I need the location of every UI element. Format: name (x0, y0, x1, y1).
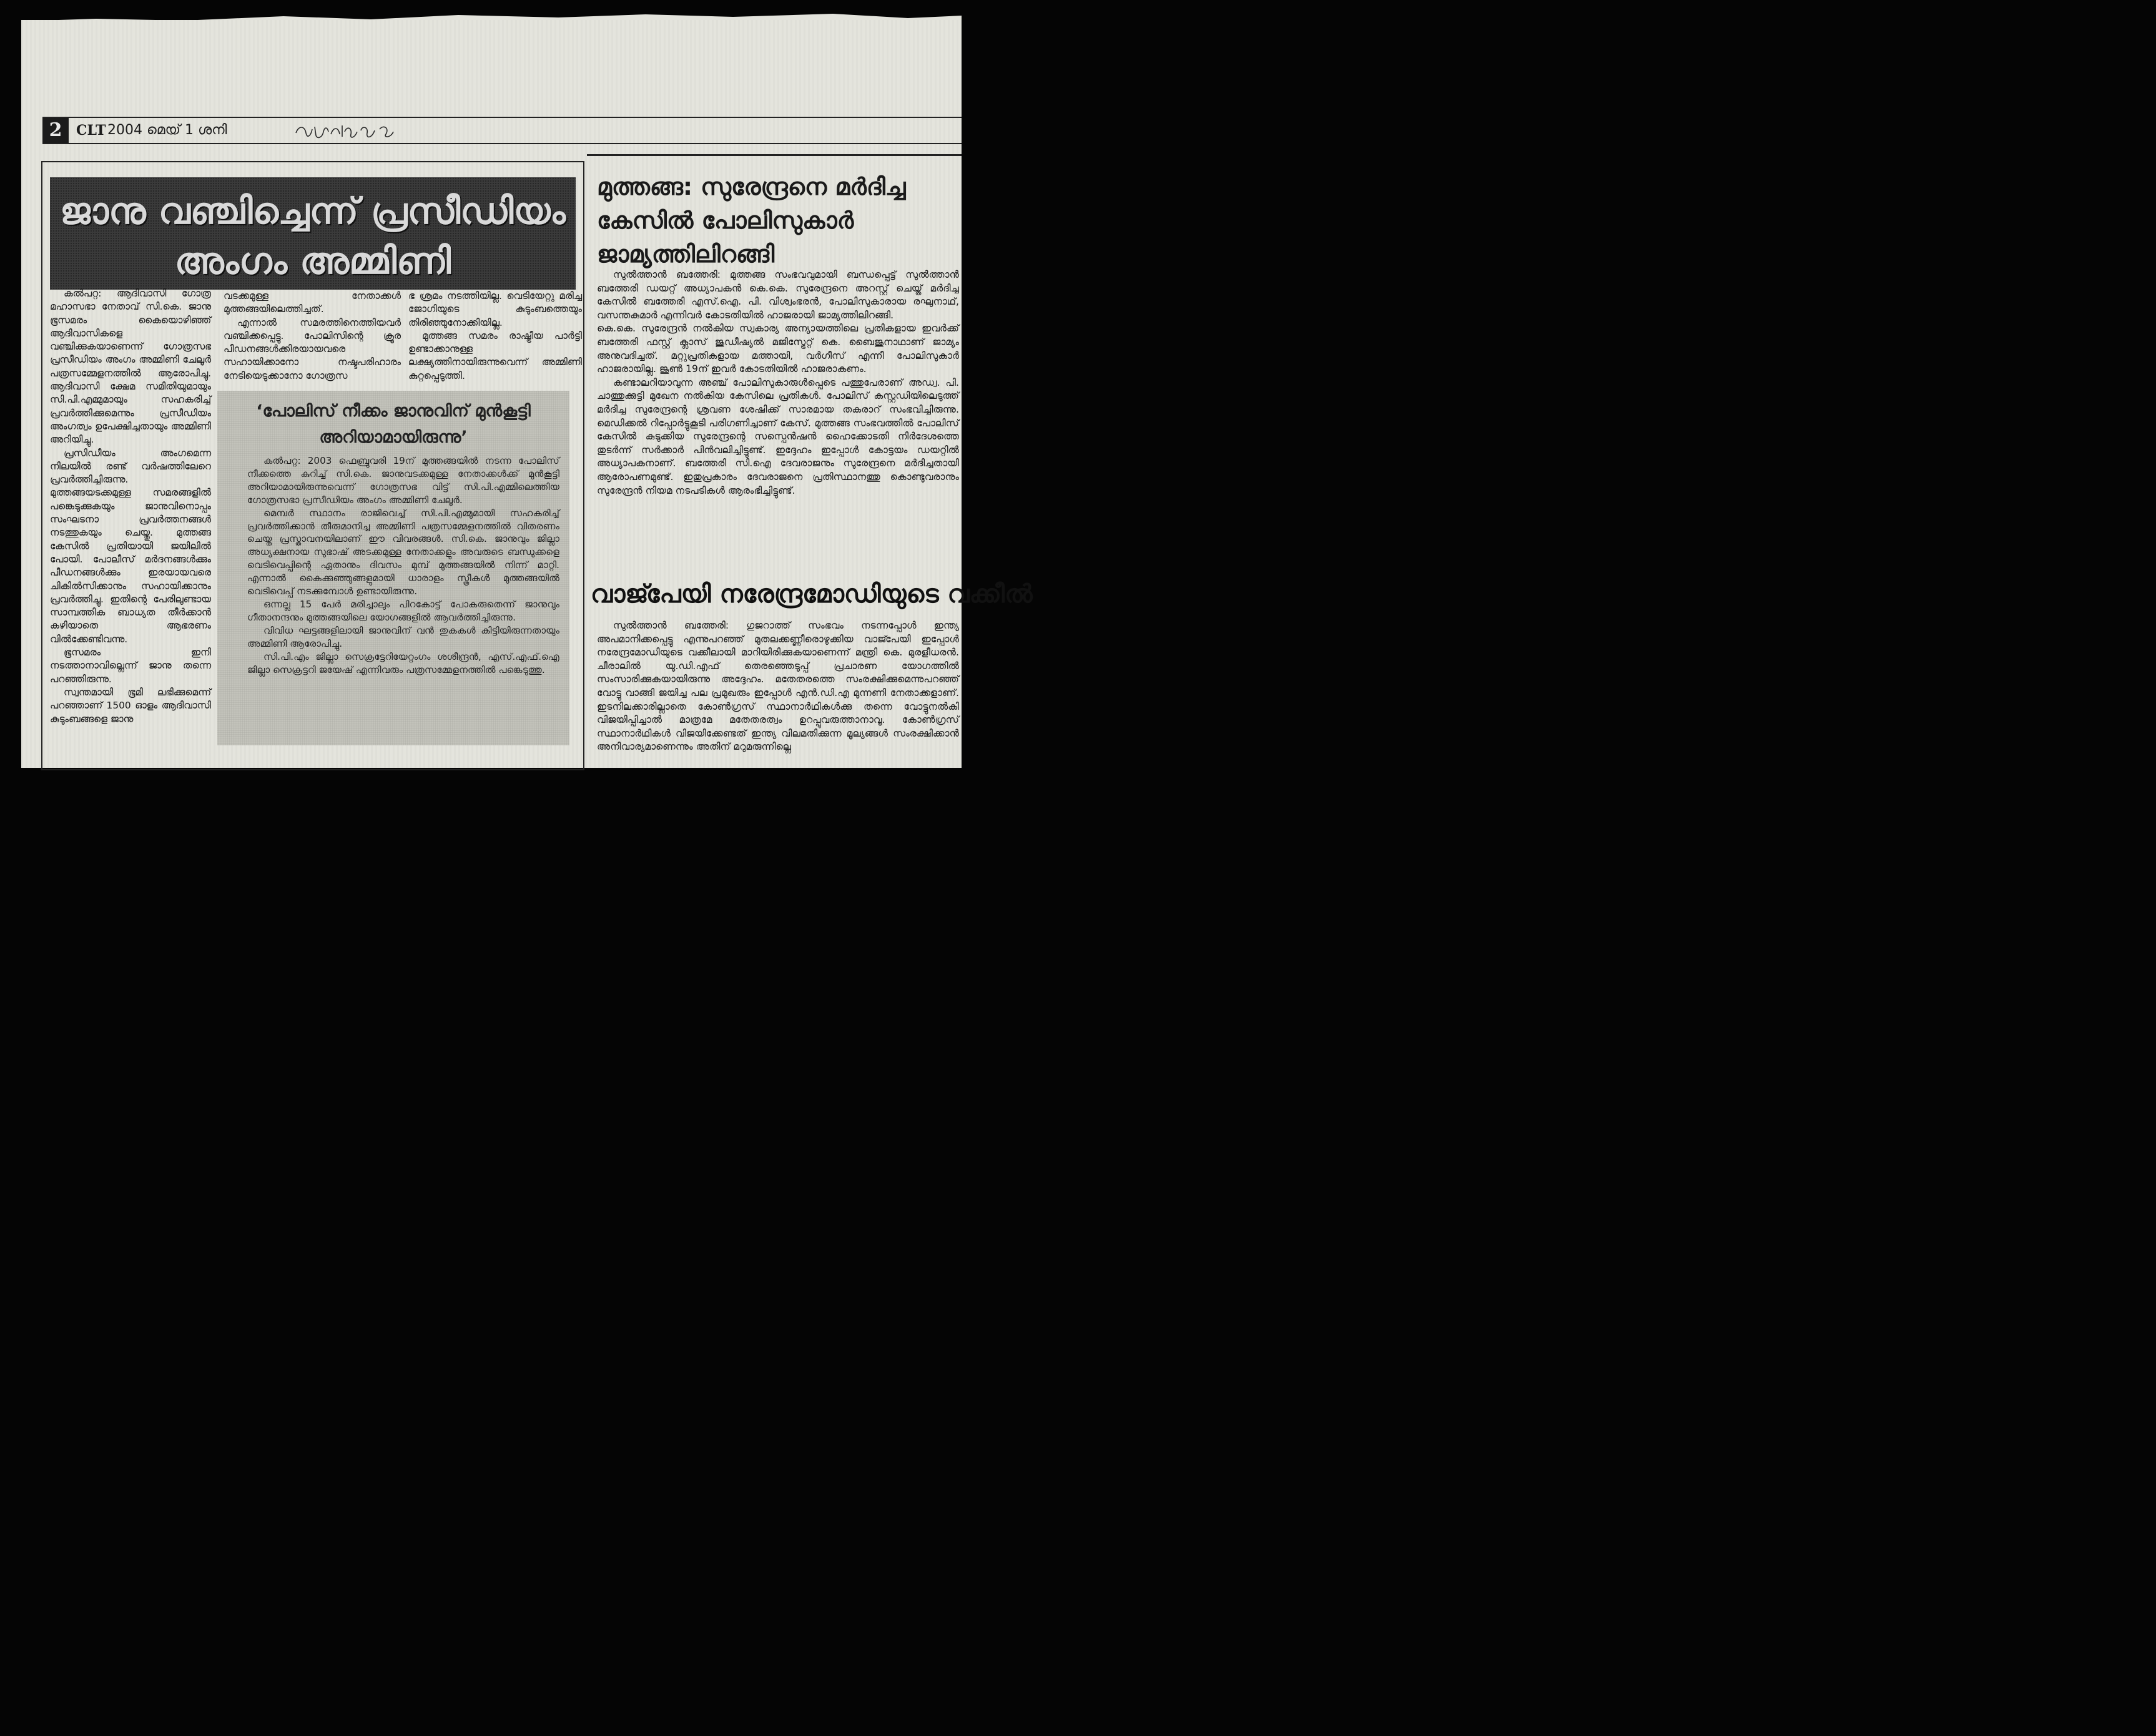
lead-paragraph: എന്നാൽ സമരത്തിനെത്തിയവർ വഞ്ചിക്കപ്പെട്ടു. പോലിസിന്റെ ക്രൂര പീഡനങ്ങൾക്കിരയായവരെ സഹായിക്കാനോ നഷ്ടപരിഹാരം നേടിയെടുക്കാനോ ഗോത്രസ (224, 316, 401, 381)
side-paragraph: വിവിധ ഘട്ടങ്ങളിലായി ജാനുവിന് വൻ തുകകൾ കിട്ടിയിരുന്നതായും അമ്മിണി ആരോപിച്ചു. (247, 624, 559, 649)
lead-column-3 (408, 290, 582, 383)
right-story-1-paragraph: കെ.കെ. സുരേന്ദ്രൻ നൽകിയ സ്വകാര്യ അന്യായത്തിലെ പ്രതികളായ ഇവർക്ക് ബത്തേരി ഫസ്റ്റ് ക്ലാസ് ജുഡീഷ്യൽ മജിസ്ട്രേറ്റ് കെ. ബൈജുനാഥാണ് ജാമ്യം അനുവദിച്ചത്. മറ്റുപ്രതികളായ മത്തായി, വർഗീസ് എന്നീ പോലിസുകാർ ഹാജരായില്ല. ജൂൺ 19ന് ഇവർ കോടതിയിൽ ഹാജരാകണം. (597, 323, 959, 375)
lead-paragraph: സ്വന്തമായി ഭൂമി ലഭിക്കുമെന്ന് പറഞ്ഞാണ് 1500 ഓളം ആദിവാസി കുടുംബങ്ങളെ ജാനു (50, 686, 211, 725)
lead-paragraph: വടക്കമുള്ള നേതാക്കൾ മുത്തങ്ങയിലെത്തിച്ചത്. (224, 290, 401, 315)
right-story-1-paragraph: സുൽത്താൻ ബത്തേരി: മുത്തങ്ങ സംഭവവുമായി ബന്ധപ്പെട്ട് സുൽത്താൻ ബത്തേരി ഡയറ്റ് അധ്യാപകൻ കെ.കെ. സുരേന്ദ്രനെ അറസ്റ്റ് ചെയ്ത് മർദിച്ച കേസിൽ ബത്തേരി എസ്.ഐ. പി. വിശ്വംഭരൻ, പോലിസുകാരായ രഘുനാഥ്, വസന്തകുമാർ എന്നിവർ കോടതിയിൽ ഹാജരായി ജാമ്യത്തിലിറങ്ങി. (597, 269, 959, 321)
lead-paragraph: മുത്തങ്ങ സമരം രാഷ്ട്രീയ പാർട്ടി ഉണ്ടാക്കാനുള്ള ലക്ഷ്യത്തിനായിരുന്നുവെന്ന് അമ്മിണി കുറ്റപ്പെടുത്തി. (408, 330, 582, 381)
masthead-strip (42, 117, 962, 144)
right-header-rule (587, 154, 962, 156)
side-paragraph: കൽപറ്റ: 2003 ഫെബ്രുവരി 19ന് മുത്തങ്ങയിൽ നടന്ന പോലിസ് നീക്കത്തെ കുറിച്ച് സി.കെ. ജാനുവടക്കമുള്ള നേതാക്കൾക്ക് മുൻകൂട്ടി അറിയാമായിരുന്നുവെന്ന് ഗോത്രസഭ വിട്ട് സി.പി.എമ്മിലെത്തിയ ഗോത്രസഭാ പ്രസീഡിയം അംഗം അമ്മിണി ചേലൂർ. (247, 455, 559, 506)
page-number: 2 (42, 118, 69, 143)
lead-paragraph: കൽപറ്റ: ആദിവാസി ഗോത്ര മഹാസഭാ നേതാവ് സി.കെ. ജാനു ഭൂസമരം കൈയൊഴിഞ്ഞ് ആദിവാസികളെ വഞ്ചിക്കുകയാണെന്ന് ഗോത്രസഭ പ്രസീഡിയം അംഗം അമ്മിണി ചേലൂർ പത്രസമ്മേളനത്തിൽ ആരോപിച്ചു. ആദിവാസി ക്ഷേമ സമിതിയുമായും സി.പി.എമ്മുമായും സഹകരിച്ച് പ്രവർത്തിക്കുമെന്നും പ്രസീഡിയം അംഗത്വം ഉപേക്ഷിച്ചതായും അമ്മിണി അറിയിച്ചു. (50, 288, 211, 446)
right-story-1-body (597, 268, 959, 498)
edition-code: CLT (76, 122, 106, 139)
date-line: 2004 മെയ് 1 ശനി (107, 122, 227, 138)
right-story-1-paragraph: കണ്ടാലറിയാവുന്ന അഞ്ച് പോലിസുകാരുൾപ്പെടെ പത്തുപേരാണ് അഡ്വ. പി. ചാത്തുക്കുട്ടി മുഖേന നൽകിയ കേസിലെ പ്രതികൾ. പോലിസ് കസ്റ്റഡിയിലെടുത്ത് മർദിച്ച സുരേന്ദ്രന്റെ ശ്രവണ ശേഷിക്ക് സാരമായ തകരാറ് സംഭവിച്ചിരുന്നു. മെഡിക്കൽ റിപ്പോർട്ടുകൂടി പരിഗണിച്ചാണ് കേസ്. മുത്തങ്ങ സംഭവത്തിൽ പോലിസ് കേസിൽ കുടുക്കിയ സുരേന്ദ്രന്റെ സസ്പെൻഷൻ ഹൈക്കോടതി നിർദേശത്തെ തുടർന്ന് സർക്കാർ പിൻവലിച്ചിട്ടുണ്ട്. ഇദ്ദേഹം ഇപ്പോൾ കോട്ടയം ഡയറ്റിൽ അധ്യാപകനാണ്. ബത്തേരി സി.ഐ ദേവരാജനും സുരേന്ദ്രനെ മർദിച്ചതായി ആരോപണമുണ്ട്. ഇതുപ്രകാരം ദേവരാജനെ പ്രതിസ്ഥാനത്തു കൊണ്ടുവരാനും സുരേന്ദ്രൻ നിയമ നടപടികൾ ആരംഭിച്ചിട്ടുണ്ട്. (597, 376, 959, 496)
lead-paragraph: ഭൂസമരം ഇനി നടത്താനാവില്ലെന്ന് ജാനു തന്നെ പറഞ്ഞിരുന്നു. (50, 647, 211, 685)
side-headline: ‘പോലിസ് നീക്കം ജാനുവിന് മുൻകൂട്ടി അറിയാമായിരുന്നു’ (256, 401, 531, 447)
side-story-box (217, 391, 569, 745)
side-paragraph: മെമ്പർ സ്ഥാനം രാജിവെച്ച് സി.പി.എമ്മുമായി സഹകരിച്ച് പ്രവർത്തിക്കാൻ തീരുമാനിച്ച അമ്മിണി പത്രസമ്മേളനത്തിൽ വിതരണം ചെയ്ത പ്രസ്താവനയിലാണ് ഈ വിവരങ്ങൾ. സി.കെ. ജാനുവും ജില്ലാ അധ്യക്ഷനായ സുഭാഷ് അടക്കമുള്ള നേതാക്കളും അവരുടെ ബന്ധുക്കളെ വെടിവെപ്പിന്റെ ഏതാനും ദിവസം മുമ്പ് മുത്തങ്ങയിൽ നിന്ന് മാറ്റി. എന്നാൽ കൈക്കുഞ്ഞുങ്ങളുമായി ധാരാളം സ്ത്രീകൾ മുത്തങ്ങയിൽ വെടിവെപ്പ് നടക്കുമ്പോൾ ഉണ്ടായിരുന്നു. (247, 507, 559, 597)
right-story-1-headline: മുത്തങ്ങ: സുരേന്ദ്രനെ മർദിച്ച കേസിൽ പോലിസുകാർ ജാമ്യത്തിലിറങ്ങി (597, 173, 906, 268)
lead-headline-box (50, 177, 576, 290)
side-paragraph: സി.പി.എം ജില്ലാ സെക്രട്ടേറിയേറ്റംഗം ശശീന്ദ്രൻ, എസ്.എഫ്.ഐ ജില്ലാ സെക്രട്ടറി ജയേഷ് എന്നിവരും പത്രസമ്മേളനത്തിൽ പങ്കെടുത്തു. (247, 650, 559, 675)
right-story-2-body (597, 619, 959, 754)
lead-column-2 (224, 290, 401, 383)
side-paragraph: ഒന്നല്ല 15 പേർ മരിച്ചാലും പിറകോട്ട് പോകരുതെന്ന് ജാനുവും ഗീതാനന്ദനും മുത്തങ്ങയിലെ യോഗങ്ങളിൽ ആവർത്തിച്ചിരുന്നു. (247, 598, 559, 623)
lead-headline: ജാനു വഞ്ചിച്ചെന്ന് പ്രസീഡിയം അംഗം അമ്മിണി (60, 190, 566, 282)
lead-paragraph: ഭ ശ്രമം നടത്തിയില്ല. വെടിയേറ്റു മരിച്ച ജോഗിയുടെ കുടുംബത്തെയും തിരിഞ്ഞുനോക്കിയില്ല. (408, 290, 582, 328)
lead-column-1 (50, 287, 211, 726)
right-story-2-headline: വാജ്പേയി നരേന്ദ്രമോഡിയുടെ വക്കീൽ (591, 580, 1033, 609)
side-story-body (247, 454, 559, 676)
lead-paragraph: പ്രസിഡീയം അംഗമെന്ന നിലയിൽ രണ്ട് വർഷത്തിലേറെ പ്രവർത്തിച്ചിരുന്നു. മുത്തങ്ങയടക്കമുള്ള സമരങ്ങളിൽ പങ്കെടുക്കുകയും ജാനുവിനൊപ്പം സംഘടനാ പ്രവർത്തനങ്ങൾ നടത്തുകയും ചെയ്തു. മുത്തങ്ങ കേസിൽ പ്രതിയായി ജയിലിൽ പോയി. പോലീസ് മർദനങ്ങൾക്കും പീഡനങ്ങൾക്കും ഇരയായവരെ ചികിൽസിക്കാനും സഹായിക്കാനും പ്രവർത്തിച്ചു. ഇതിന്റെ പേരിലുണ്ടായ സാമ്പത്തിക ബാധ്യത തീർക്കാൻ കഴിയാതെ ആഭരണം വിൽക്കേണ്ടിവന്നു. (50, 447, 211, 645)
right-story-2-paragraph: സുൽത്താൻ ബത്തേരി: ഗുജറാത്ത് സംഭവം നടന്നപ്പോൾ ഇന്ത്യ അപമാനിക്കപ്പെട്ടു എന്നുപറഞ്ഞ് മുതലക്കണ്ണീരൊഴുക്കിയ വാജ്പേയി ഇപ്പോൾ നരേന്ദ്രമോഡിയുടെ വക്കീലായി മാറിയിരിക്കുകയാണെന്ന് മന്ത്രി കെ. മുരളീധരൻ. ചീരാലിൽ യു.ഡി.എഫ് തെരഞ്ഞെടുപ്പ് പ്രചാരണ യോഗത്തിൽ സംസാരിക്കുകയായിരുന്നു അദ്ദേഹം. മതേതരത്തെ സംരക്ഷിക്കുമെന്നുപറഞ്ഞ് വോട്ടു വാങ്ങി ജയിച്ച പല പ്രമുഖരും ഇപ്പോൾ എൻ.ഡി.എ മുന്നണി നേതാക്കളാണ്. ഇടനിലക്കാരില്ലാതെ കോൺഗ്രസ് സ്ഥാനാർഥികൾക്കു തന്നെ വോട്ടുനൽകി വിജയിപ്പിച്ചാൽ മാത്രമേ മതേതരത്വം ഉറപ്പുവരുത്താനാവൂ. കോൺഗ്രസ് സ്ഥാനാർഥികൾ വിജയിക്കേണ്ടത് ഇന്ത്യ വിലമതിക്കുന്ന മൂല്യങ്ങൾ സംരക്ഷിക്കാൻ അനിവാര്യമാണെന്നും അതിന് മറുമരുന്നില്ലെ (597, 620, 959, 753)
handwritten-newspaper-name (292, 120, 405, 144)
